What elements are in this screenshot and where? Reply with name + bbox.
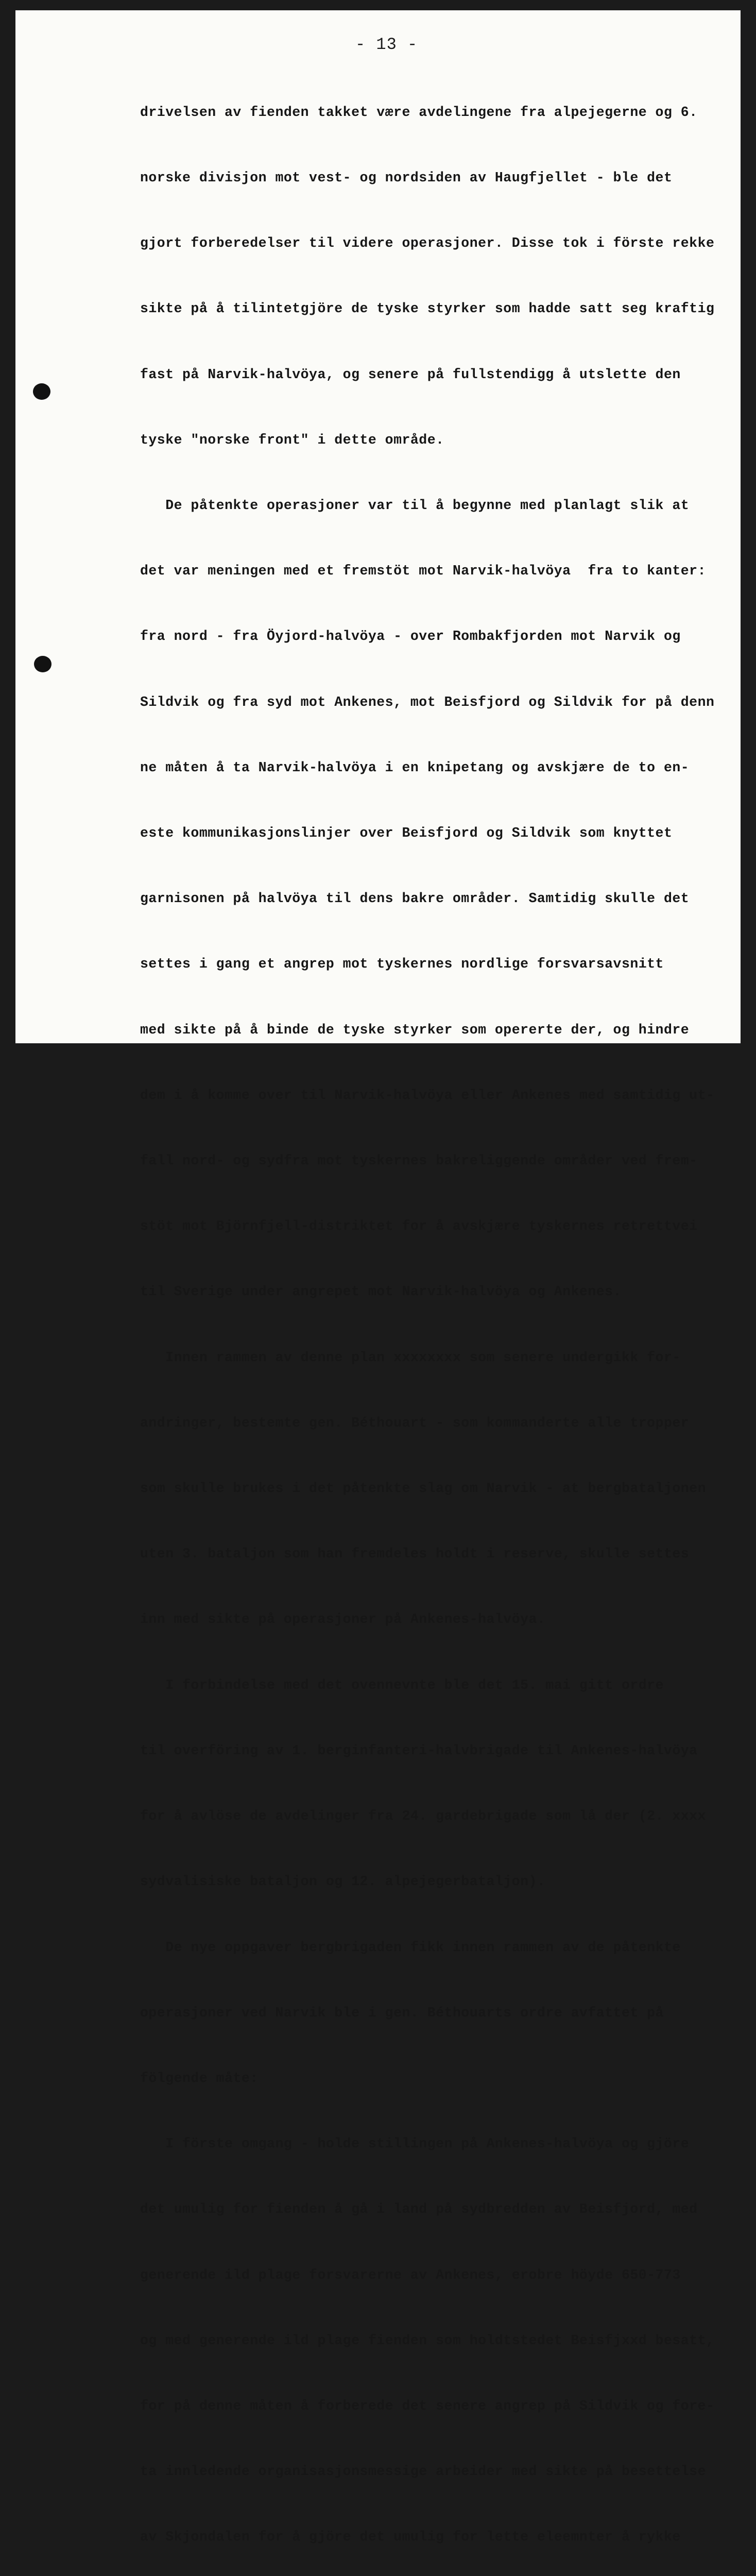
text-line: det umulig for fienden å gå i land på sydbredden av Beisfjord, med bbox=[140, 2201, 698, 2217]
text-line: ne måten å ta Narvik-halvöya i en knipetang og avskjære de to en- bbox=[140, 759, 690, 775]
punch-hole bbox=[33, 383, 50, 400]
text-line: det var meningen med et fremstöt mot Narvik-halvöya fra to kanter: bbox=[140, 563, 706, 579]
text-line: som skulle brukes i det påtenkte slag om Narvik - at bergbataljonen bbox=[140, 1481, 706, 1497]
text-line: for på denne måten å forberede det senere angrep på Sildvik og fore- bbox=[140, 2398, 715, 2414]
text-line: gjort forberedelser til videre operasjoner. Disse tok i förste rekke bbox=[140, 235, 715, 251]
text-line: av Skjondalen for å gjöre det umulig for lette eleemnter å rykke bbox=[140, 2529, 681, 2545]
text-line: uten 3. bataljon som han fremdeles holdt i reserve, skulle settes bbox=[140, 1546, 690, 1562]
text-line: sikte på å tilintetgjöre de tyske styrker som hadde satt seg kraftig bbox=[140, 301, 715, 317]
text-line: De nye oppgaver bergbrigaden fikk innen rammen av de påtenkte bbox=[140, 1939, 681, 1955]
text-line: andringer, bestemte gen. Béthouart - som kommanderte alle tropper bbox=[140, 1415, 690, 1431]
text-line: ta innledende organisasjonsmessige arbeider med sikte på besettelse bbox=[140, 2464, 706, 2480]
text-line: stöt mot Björnfjell-distriktet for å avskjære tyskernes retrettvei bbox=[140, 1218, 698, 1234]
page-number: - 13 - bbox=[355, 35, 418, 54]
text-line: garnisonen på halvöya til dens bakre områder. Samtidig skulle det bbox=[140, 891, 690, 907]
text-line: fast på Narvik-halvöya, og senere på fullstendigg å utslette den bbox=[140, 366, 681, 382]
text-line: drivelsen av fienden takket være avdelingene fra alpejegerne og 6. bbox=[140, 104, 698, 120]
document-page bbox=[15, 10, 741, 2545]
text-line: norske divisjon mot vest- og nordsiden av Haugfjellet - ble det bbox=[140, 170, 673, 186]
text-line: tyske "norske front" i dette område. bbox=[140, 432, 444, 448]
text-line: fölgende måte: bbox=[140, 2070, 259, 2086]
text-line: settes i gang et angrep mot tyskernes nordlige forsvarsavsnitt bbox=[140, 956, 664, 972]
text-line: og med generende ild plage fienden som holdtstedet Beisfjxxd besatt, bbox=[140, 2332, 715, 2348]
text-line: generende ild plage forsvarerne av Ankenes, erobre höyde 650-773 bbox=[140, 2267, 681, 2283]
text-line: fra nord - fra Öyjord-halvöya - over Rombakfjorden mot Narvik og bbox=[140, 629, 681, 645]
text-line: sydvalisiske bataljon og 12. alpejegerbataljon). bbox=[140, 1874, 546, 1890]
punch-hole bbox=[34, 656, 51, 672]
text-line: med sikte på å binde de tyske styrker som opererte der, og hindre bbox=[140, 1022, 690, 1038]
text-line: De påtenkte operasjoner var til å begynne med planlagt slik at bbox=[140, 498, 690, 514]
text-line: til Sverige under angrepet mot Narvik-halvöya og Ankenes. bbox=[140, 1284, 622, 1300]
text-line: for å avlöse de avdelinger fra 24. gardebrigade som lå der (2. xxxx bbox=[140, 1808, 706, 1824]
text-line: inn med sikte på operasjoner på Ankenes-halvöya. bbox=[140, 1612, 546, 1628]
text-line: Sildvik og fra syd mot Ankenes, mot Beisfjord og Sildvik for på denn bbox=[140, 694, 715, 710]
text-line: fall nord- og sydfra mot tyskernes bakreliggende områder ved frem- bbox=[140, 1153, 698, 1169]
body-text bbox=[140, 58, 755, 2576]
text-line: Innen rammen av denne plan xxxxxxxx som senere undergikk for- bbox=[140, 1349, 681, 1365]
text-line: til overföring av 1. berginfanteri-halvbrigade til Ankenes-halvöya bbox=[140, 1742, 698, 1758]
text-line: operasjoner ved Narvik ble i gen. Béthouarts ordre avfattet på bbox=[140, 2005, 664, 2021]
text-line: I forbindelse med det ovennevnte ble det 15. mai gitt ordre bbox=[140, 1677, 664, 1693]
text-line: dem i å komme over til Narvik-halvöya eller Ankenes med samtidig ut- bbox=[140, 1087, 715, 1103]
text-line: este kommunikasjonslinjer over Beisfjord og Sildvik som knyttet bbox=[140, 825, 673, 841]
text-line: I förste omgang - holde stillingen på Ankenes-halvöya og gjöre bbox=[140, 2136, 690, 2152]
